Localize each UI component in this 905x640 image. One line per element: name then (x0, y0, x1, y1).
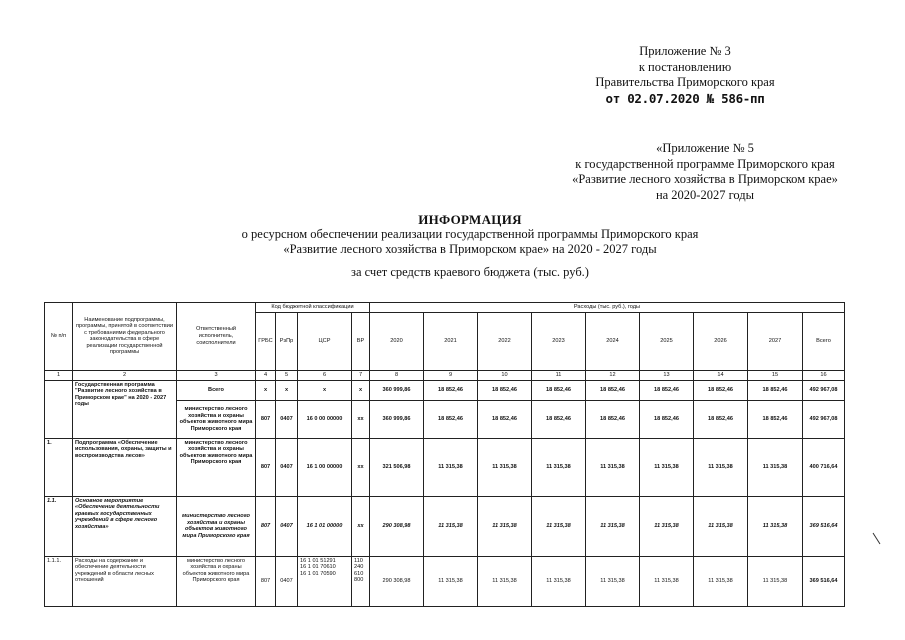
header-year: 2021 (424, 312, 478, 370)
row-name: Подпрограмма «Обеспечение использования, охраны, защиты и воспроизводства лесов» (73, 438, 177, 496)
column-number: 6 (298, 370, 352, 380)
header-year: 2020 (370, 312, 424, 370)
header-csr: ЦСР (298, 312, 352, 370)
row-value: 11 315,38 (586, 556, 640, 606)
row-value: 18 852,46 (748, 400, 803, 438)
row-csr: 16 1 00 00000 (298, 438, 352, 496)
row-num (45, 380, 73, 438)
row-executor: министерство лесного хозяйства и охраны объектов животного мира Приморского края (177, 438, 256, 496)
row-total: 369 516,64 (803, 496, 845, 556)
column-number: 9 (424, 370, 478, 380)
row-value: 11 315,38 (478, 438, 532, 496)
row-value: 18 852,46 (694, 400, 748, 438)
row-value: 18 852,46 (586, 400, 640, 438)
row-vr (352, 556, 370, 606)
row-vr: xx (352, 400, 370, 438)
row-grbs: 807 (256, 556, 276, 606)
row-value: 11 315,38 (532, 496, 586, 556)
table-row (45, 438, 845, 496)
row-value: 321 506,98 (370, 438, 424, 496)
header-name: Наименование подпрограммы, программы, принятой в соответствии с требованиями федерального законодательства в сфере реализации государственной программы (73, 303, 177, 371)
row-value: 290 308,98 (370, 556, 424, 606)
row-vr: xx (352, 496, 370, 556)
header-year: 2025 (640, 312, 694, 370)
row-value: 11 315,38 (640, 556, 694, 606)
program-appendix-ref: к государственной программе Приморского края (575, 156, 835, 171)
row-name: Государственная программа "Развитие лесного хозяйства в Приморском крае" на 2020 - 2027 годы (73, 380, 177, 438)
column-number: 3 (177, 370, 256, 380)
csr-code: 16 1 01 51291 (300, 557, 336, 564)
row-total: 400 716,64 (803, 438, 845, 496)
header-year: 2026 (694, 312, 748, 370)
program-appendix-number: «Приложение № 5 (656, 141, 754, 155)
header-rzpr: РзПр (276, 312, 298, 370)
header-grbs: ГРБС (256, 312, 276, 370)
table-row (45, 380, 845, 400)
row-rzpr: 0407 (276, 400, 298, 438)
document-subtitle-2: «Развитие лесного хозяйства в Приморском крае» на 2020 - 2027 годы (283, 242, 657, 256)
column-number: 10 (478, 370, 532, 380)
row-name: Расходы на содержание и обеспечение деятельности учреждений в области лесных отношений (73, 556, 177, 606)
program-appendix-header (555, 141, 855, 203)
row-num: 1.1.1. (45, 556, 73, 606)
table-row (45, 556, 845, 606)
row-num: 1. (45, 438, 73, 496)
program-appendix-name: «Развитие лесного хозяйства в Приморском крае» (572, 172, 838, 186)
row-value: 18 852,46 (424, 380, 478, 400)
header-year: 2023 (532, 312, 586, 370)
row-value: 11 315,38 (586, 496, 640, 556)
row-vr: xx (352, 438, 370, 496)
header-year: 2024 (586, 312, 640, 370)
column-number: 1 (45, 370, 73, 380)
row-value: 11 315,38 (748, 556, 803, 606)
column-number: 16 (803, 370, 845, 380)
row-value: 18 852,46 (532, 400, 586, 438)
scan-mark (872, 532, 882, 546)
row-value: 11 315,38 (748, 496, 803, 556)
csr-code: 16 1 01 70610 (300, 564, 336, 571)
row-value: 11 315,38 (424, 438, 478, 496)
row-csr: 16 1 01 00000 (298, 496, 352, 556)
row-value: 11 315,38 (694, 496, 748, 556)
appendix-number: Приложение № 3 (639, 44, 731, 58)
row-executor: министерство лесного хозяйства и охраны объектов животного мира Приморского края (177, 556, 256, 606)
appendix-government: Правительства Приморского края (595, 75, 775, 89)
row-grbs: 807 (256, 438, 276, 496)
row-grbs: 807 (256, 400, 276, 438)
header-total: Всего (803, 312, 845, 370)
row-value: 11 315,38 (748, 438, 803, 496)
row-value: 11 315,38 (640, 438, 694, 496)
column-number: 11 (532, 370, 586, 380)
row-total: 369 516,64 (803, 556, 845, 606)
row-value: 18 852,46 (694, 380, 748, 400)
header-year: 2027 (748, 312, 803, 370)
row-value: 11 315,38 (478, 496, 532, 556)
column-number: 4 (256, 370, 276, 380)
document-subtitle-3: за счет средств краевого бюджета (тыс. руб.) (351, 265, 589, 279)
row-value: 18 852,46 (424, 400, 478, 438)
row-grbs: 807 (256, 496, 276, 556)
row-value: 11 315,38 (586, 438, 640, 496)
row-value: 11 315,38 (694, 438, 748, 496)
document-subtitle-1: о ресурсном обеспечении реализации государственной программы Приморского края (241, 227, 699, 241)
row-num: 1.1. (45, 496, 73, 556)
row-csr: 16 0 00 00000 (298, 400, 352, 438)
row-value: 18 852,46 (748, 380, 803, 400)
column-number: 8 (370, 370, 424, 380)
table-row (45, 496, 845, 556)
row-executor: министерство лесного хозяйства и охраны объектов животного мира Приморского края (177, 496, 256, 556)
program-appendix-period: на 2020-2027 годы (655, 187, 755, 202)
row-value: 360 999,86 (370, 380, 424, 400)
row-vr: x (352, 380, 370, 400)
header-year: 2022 (478, 312, 532, 370)
column-number: 5 (276, 370, 298, 380)
row-rzpr: 0407 (276, 556, 298, 606)
document-title: ИНФОРМАЦИЯ (418, 212, 522, 227)
row-value: 11 315,38 (694, 556, 748, 606)
row-rzpr: x (276, 380, 298, 400)
row-csr (298, 556, 352, 606)
row-name: Основное мероприятие «Обеспечение деятельности краевых государственных учреждений в сфере лесного хозяйства» (73, 496, 177, 556)
header-vr: ВР (352, 312, 370, 370)
row-executor: министерство лесного хозяйства и охраны объектов животного мира Приморского края (177, 400, 256, 438)
row-executor: Всего (177, 380, 256, 400)
row-value: 11 315,38 (640, 496, 694, 556)
row-value: 18 852,46 (478, 400, 532, 438)
document-title-block (180, 212, 760, 280)
column-number: 13 (640, 370, 694, 380)
header-num: № п/п (45, 303, 73, 371)
row-value: 11 315,38 (424, 496, 478, 556)
header-expenses: Расходы (тыс. руб.), годы (370, 303, 845, 313)
row-rzpr: 0407 (276, 438, 298, 496)
row-grbs: x (256, 380, 276, 400)
column-number: 2 (73, 370, 177, 380)
vr-code: 610 (354, 570, 364, 577)
column-number: 15 (748, 370, 803, 380)
row-value: 18 852,46 (640, 400, 694, 438)
row-value: 11 315,38 (424, 556, 478, 606)
header-executor: Ответственный исполнитель, соисполнители (177, 303, 256, 371)
appendix-resolution-label: к постановлению (638, 59, 732, 74)
row-value: 360 999,86 (370, 400, 424, 438)
resource-table (44, 302, 845, 607)
row-value: 18 852,46 (640, 380, 694, 400)
column-number: 12 (586, 370, 640, 380)
appendix-header (560, 44, 810, 106)
row-value: 290 308,98 (370, 496, 424, 556)
vr-code: 240 (354, 564, 364, 571)
row-total: 492 967,08 (803, 400, 845, 438)
header-budget-codes: Код бюджетной классификации (256, 303, 370, 313)
csr-code: 16 1 01 70590 (300, 570, 336, 577)
column-number-row (45, 370, 845, 380)
row-rzpr: 0407 (276, 496, 298, 556)
row-value: 11 315,38 (532, 556, 586, 606)
column-number: 7 (352, 370, 370, 380)
row-value: 18 852,46 (586, 380, 640, 400)
resolution-date-stamp: от 02.07.2020 № 586-пп (605, 90, 765, 106)
row-value: 18 852,46 (478, 380, 532, 400)
row-value: 18 852,46 (532, 380, 586, 400)
row-value: 11 315,38 (478, 556, 532, 606)
row-csr: x (298, 380, 352, 400)
vr-code: 800 (354, 577, 364, 584)
row-total: 492 967,08 (803, 380, 845, 400)
vr-code: 110 (354, 557, 363, 564)
column-number: 14 (694, 370, 748, 380)
row-value: 11 315,38 (532, 438, 586, 496)
